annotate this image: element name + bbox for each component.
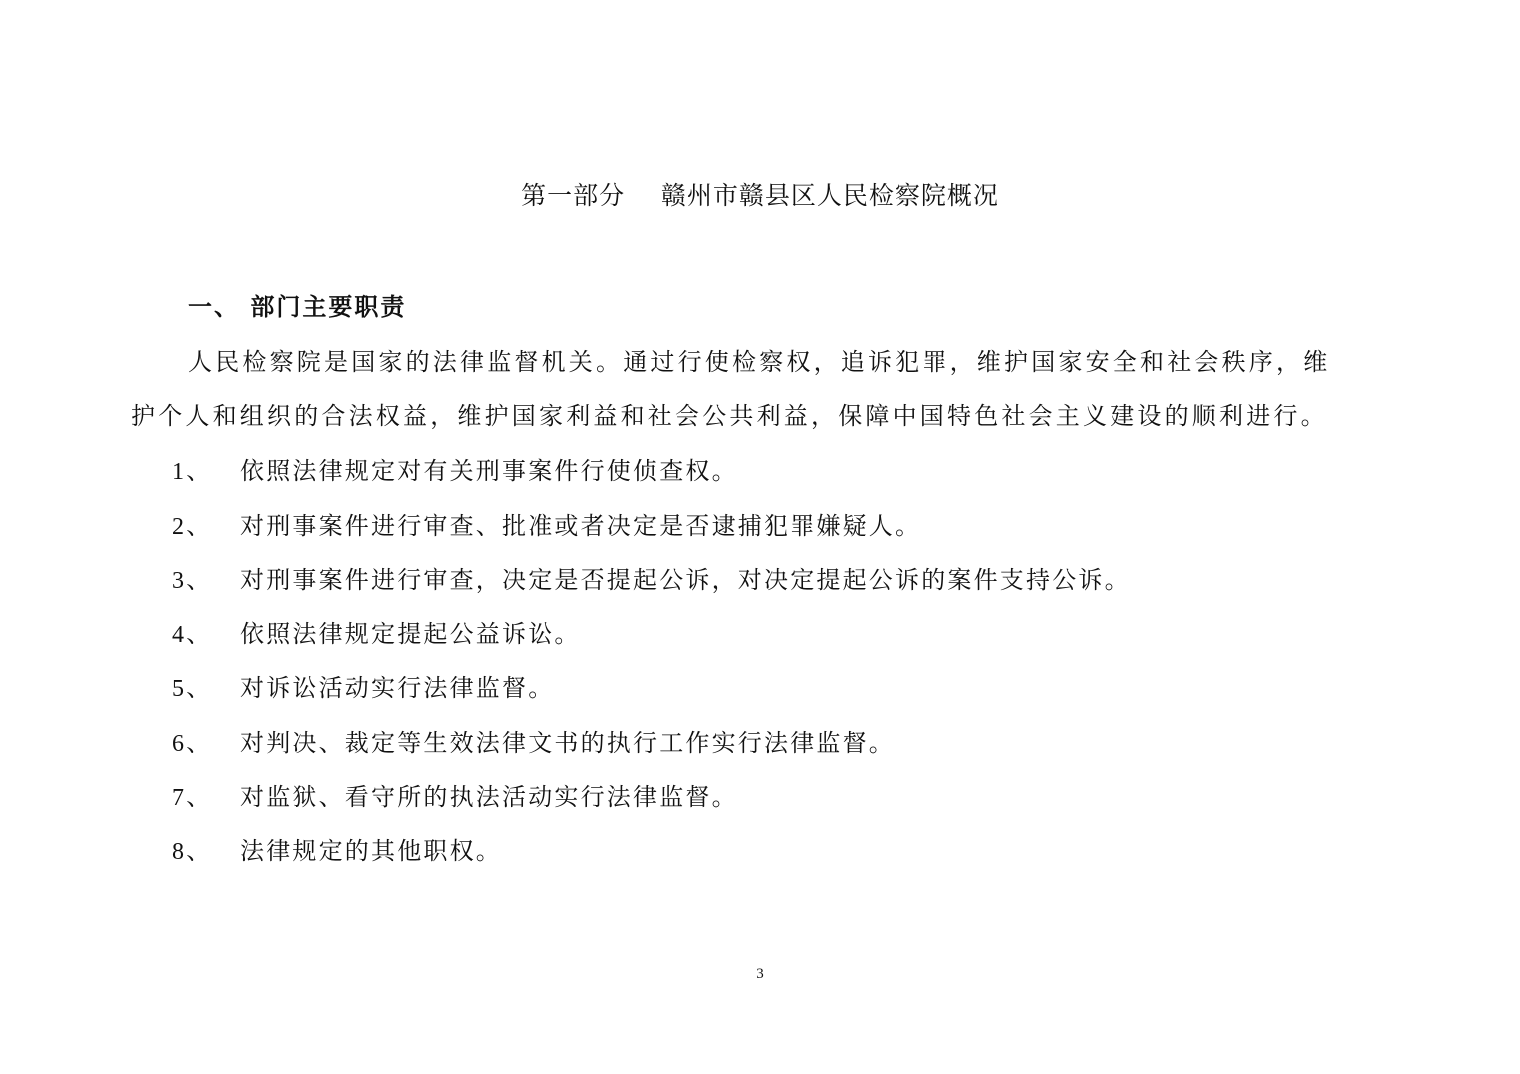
duty-number: 4、 [172,622,213,648]
duty-number: 8、 [172,839,213,865]
duty-number: 1、 [172,459,213,485]
duty-text: 对诉讼活动实行法律监督。 [240,674,555,702]
duty-text: 对监狱、看守所的执法活动实行法律监督。 [240,783,738,811]
duty-item-3 [172,560,1131,595]
page-number: 3 [756,966,764,982]
duty-item-7 [172,777,738,812]
duty-item-5 [172,668,554,703]
duty-text: 依照法律规定对有关刑事案件行使侦查权。 [240,457,738,485]
duty-number: 6、 [172,731,213,757]
duty-text: 对刑事案件进行审查、批准或者决定是否逮捕犯罪嫌疑人。 [240,512,922,540]
duty-item-8 [172,831,502,866]
page-title: 第一部分 赣州市赣县区人民检察院概况 [521,181,999,210]
duty-number: 5、 [172,676,213,702]
duty-number: 7、 [172,785,213,811]
duty-item-2 [172,506,921,541]
duty-text: 对刑事案件进行审查，决定是否提起公诉，对决定提起公诉的案件支持公诉。 [240,566,1131,594]
duty-text: 法律规定的其他职权。 [240,837,502,865]
intro-paragraph-line-1: 人民检察院是国家的法律监督机关。通过行使检察权，追诉犯罪，维护国家安全和社会秩序，维 [188,348,1331,376]
duty-item-6 [172,723,895,758]
duty-number: 2、 [172,514,213,540]
duty-item-1 [172,451,738,486]
intro-paragraph-line-2: 护个人和组织的合法权益，维护国家利益和社会公共利益，保障中国特色社会主义建设的顺利进行。 [131,402,1328,430]
duty-item-4 [172,614,581,649]
duty-text: 依照法律规定提起公益诉讼。 [240,620,581,648]
duty-text: 对判决、裁定等生效法律文书的执行工作实行法律监督。 [240,729,895,757]
duty-number: 3、 [172,568,213,594]
section-heading: 一、 部门主要职责 [188,292,407,321]
